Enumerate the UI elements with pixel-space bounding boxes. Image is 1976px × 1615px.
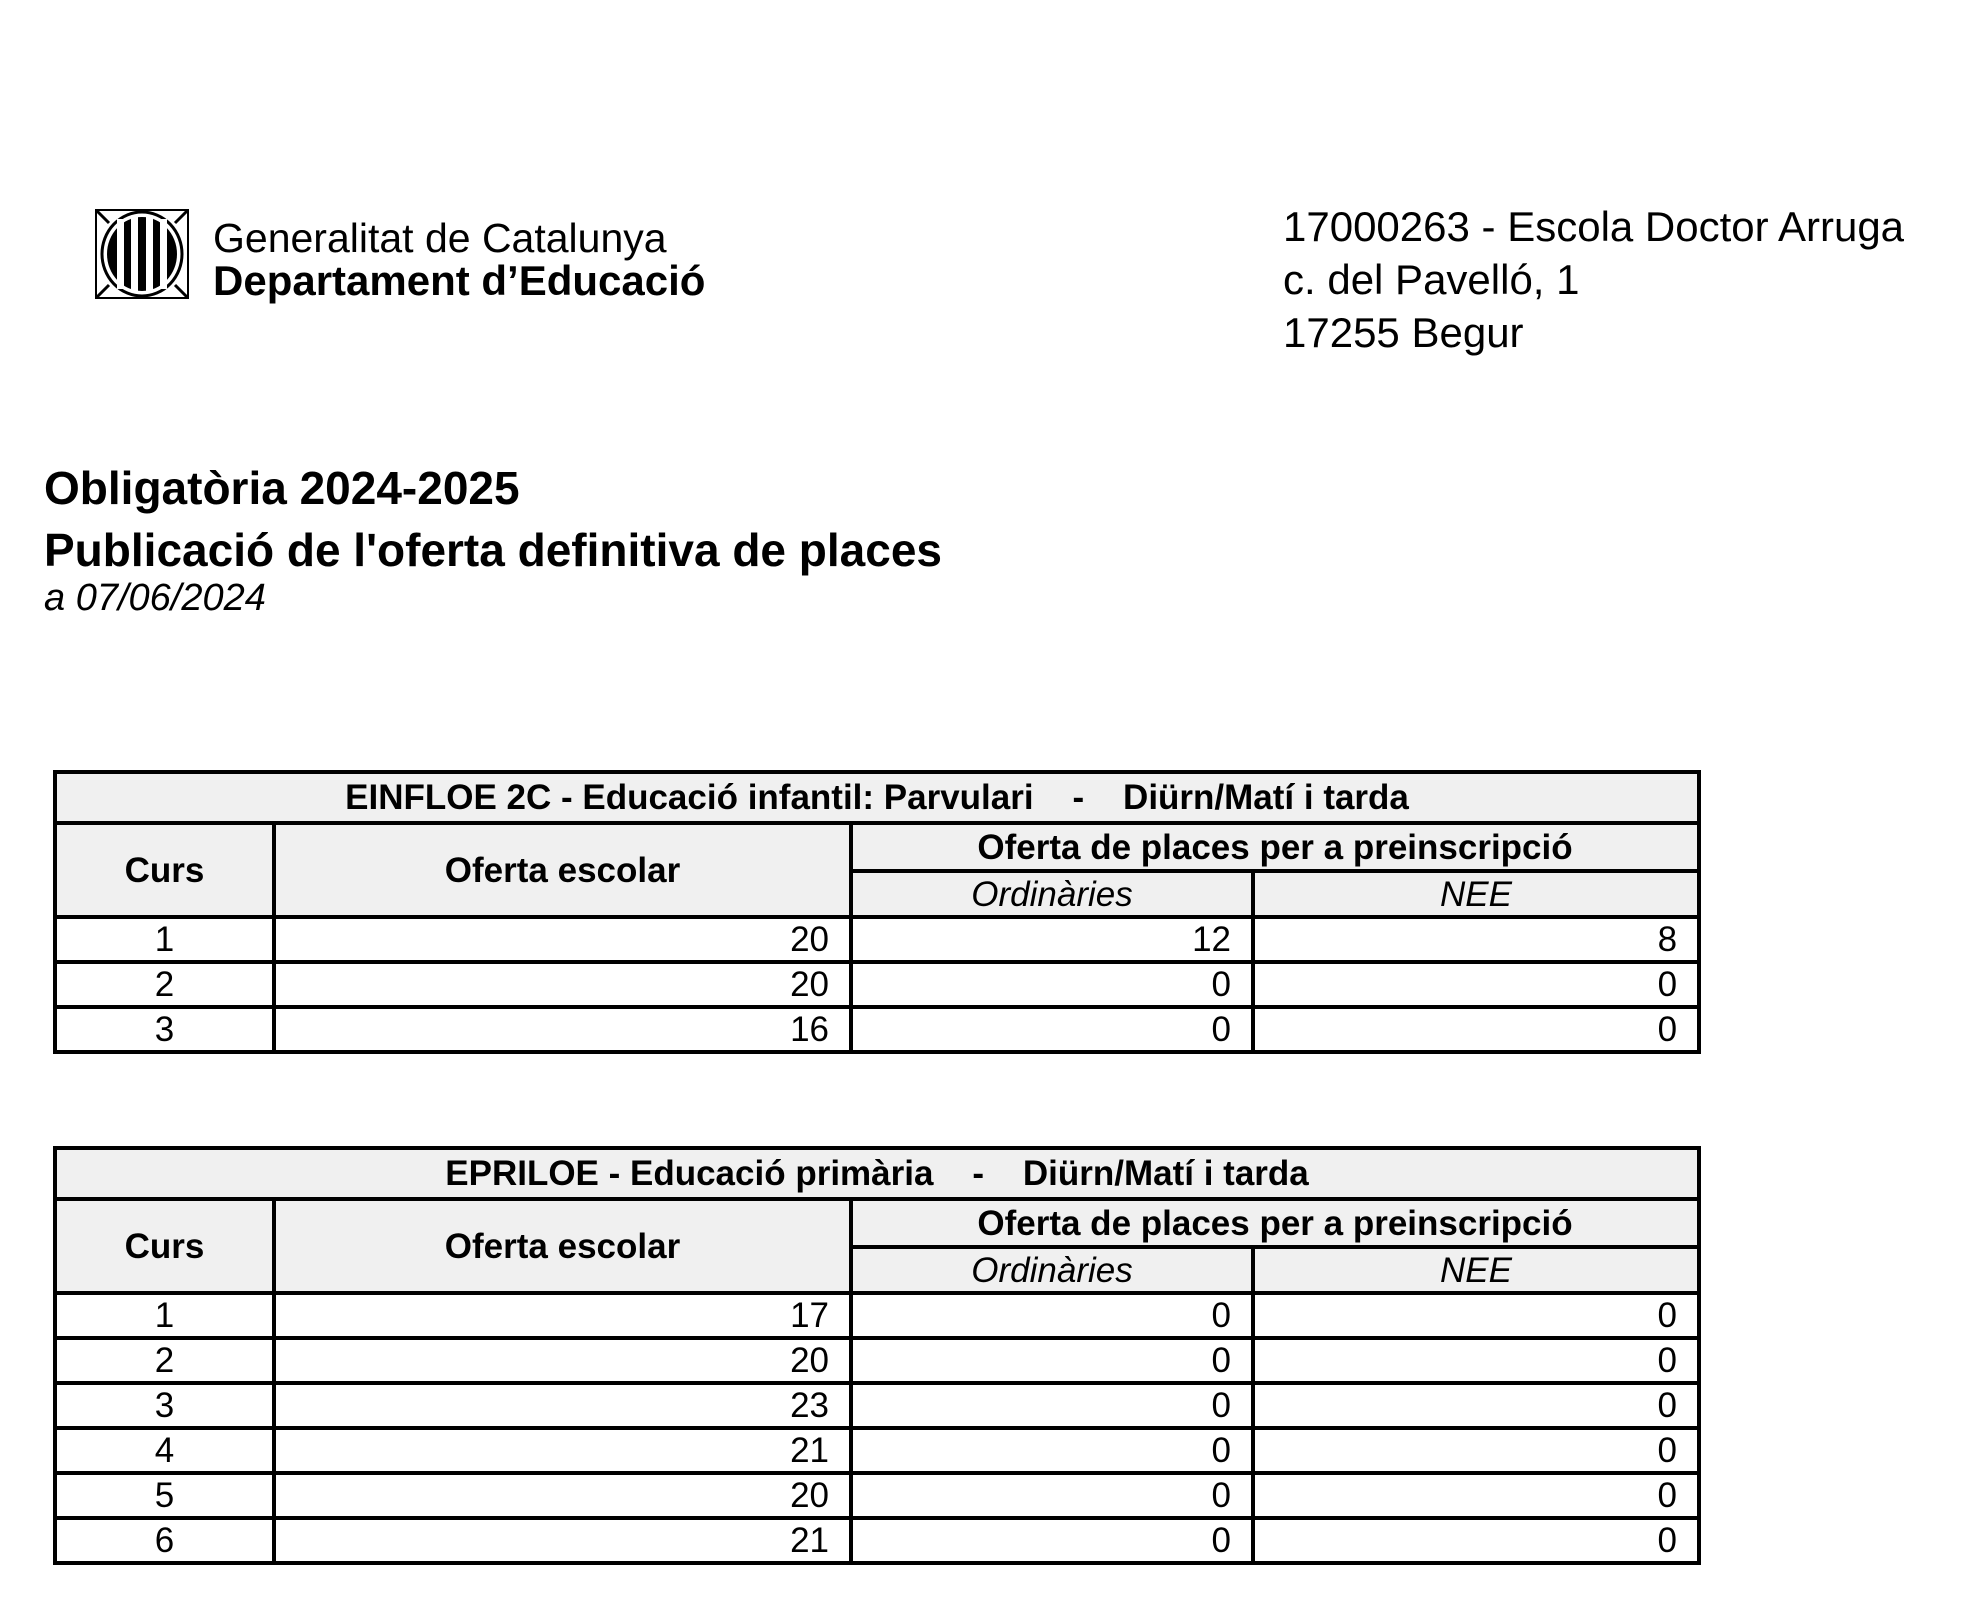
logo-text-department: Departament d’Educació	[213, 257, 706, 304]
table-row	[55, 962, 1699, 1007]
header-curs: Curs	[55, 1199, 274, 1293]
places-offer-table	[53, 770, 1701, 1054]
cell-ordinaries: 0	[851, 1518, 1253, 1563]
table-row	[55, 917, 1699, 962]
school-code-name: 17000263 - Escola Doctor Arruga	[1283, 203, 1905, 250]
cell-nee: 8	[1253, 917, 1699, 962]
table-caption: EPRILOE - Educació primària - Diürn/Matí i tarda	[55, 1148, 1699, 1199]
header-nee: NEE	[1253, 1247, 1699, 1293]
title-line1: Obligatòria 2024-2025	[44, 462, 520, 514]
table-row	[55, 1338, 1699, 1383]
cell-nee: 0	[1253, 1473, 1699, 1518]
table-row	[55, 1428, 1699, 1473]
logo-text-generalitat: Generalitat de Catalunya	[213, 215, 667, 261]
table-row	[55, 1473, 1699, 1518]
cell-ordinaries: 12	[851, 917, 1253, 962]
cell-nee: 0	[1253, 1428, 1699, 1473]
cell-nee: 0	[1253, 1007, 1699, 1052]
table-row	[55, 1518, 1699, 1563]
school-address	[1283, 200, 1904, 359]
title-line2: Publicació de l'oferta definitiva de places	[44, 524, 942, 576]
cell-oferta-escolar: 21	[274, 1428, 851, 1473]
cell-nee: 0	[1253, 1518, 1699, 1563]
school-city: 17255 Begur	[1283, 309, 1524, 356]
cell-nee: 0	[1253, 962, 1699, 1007]
cell-curs: 2	[55, 1338, 274, 1383]
table-caption: EINFLOE 2C - Educació infantil: Parvulari - Diürn/Matí i tarda	[55, 772, 1699, 823]
header-oferta-escolar: Oferta escolar	[274, 1199, 851, 1293]
generalitat-coat-of-arms-logo	[95, 209, 189, 299]
cell-curs: 4	[55, 1428, 274, 1473]
header-ordinaries: Ordinàries	[851, 871, 1253, 917]
table-row	[55, 1383, 1699, 1428]
header-nee: NEE	[1253, 871, 1699, 917]
cell-oferta-escolar: 21	[274, 1518, 851, 1563]
cell-ordinaries: 0	[851, 1293, 1253, 1338]
cell-ordinaries: 0	[851, 962, 1253, 1007]
cell-curs: 3	[55, 1383, 274, 1428]
cell-oferta-escolar: 20	[274, 1473, 851, 1518]
header-oferta-escolar: Oferta escolar	[274, 823, 851, 917]
cell-ordinaries: 0	[851, 1338, 1253, 1383]
cell-ordinaries: 0	[851, 1007, 1253, 1052]
cell-nee: 0	[1253, 1338, 1699, 1383]
cell-oferta-escolar: 20	[274, 962, 851, 1007]
cell-ordinaries: 0	[851, 1428, 1253, 1473]
table-row	[55, 1007, 1699, 1052]
cell-curs: 1	[55, 917, 274, 962]
cell-curs: 2	[55, 962, 274, 1007]
cell-curs: 3	[55, 1007, 274, 1052]
cell-curs: 6	[55, 1518, 274, 1563]
table-row	[55, 1293, 1699, 1338]
publication-date: a 07/06/2024	[44, 577, 266, 619]
cell-oferta-escolar: 17	[274, 1293, 851, 1338]
cell-curs: 1	[55, 1293, 274, 1338]
header-ordinaries: Ordinàries	[851, 1247, 1253, 1293]
header-oferta-preinscripcio: Oferta de places per a preinscripció	[851, 823, 1699, 871]
cell-oferta-escolar: 20	[274, 1338, 851, 1383]
places-offer-table	[53, 1146, 1701, 1565]
cell-oferta-escolar: 16	[274, 1007, 851, 1052]
cell-nee: 0	[1253, 1293, 1699, 1338]
cell-nee: 0	[1253, 1383, 1699, 1428]
cell-oferta-escolar: 23	[274, 1383, 851, 1428]
header-oferta-preinscripcio: Oferta de places per a preinscripció	[851, 1199, 1699, 1247]
cell-ordinaries: 0	[851, 1473, 1253, 1518]
school-street: c. del Pavelló, 1	[1283, 256, 1580, 303]
page-title	[44, 457, 942, 581]
cell-ordinaries: 0	[851, 1383, 1253, 1428]
cell-curs: 5	[55, 1473, 274, 1518]
header-curs: Curs	[55, 823, 274, 917]
cell-oferta-escolar: 20	[274, 917, 851, 962]
